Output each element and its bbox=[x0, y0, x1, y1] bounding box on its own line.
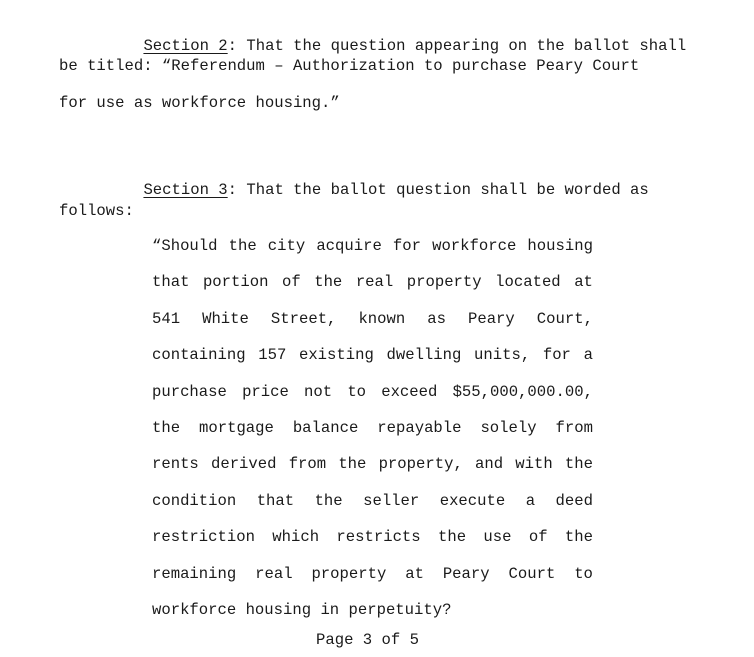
ballot-question-word: White bbox=[202, 309, 249, 328]
ballot-question-word: real bbox=[255, 564, 293, 583]
ballot-question-word: execute bbox=[439, 491, 506, 510]
ballot-question-word: Street, bbox=[270, 309, 337, 328]
ballot-question-word: which bbox=[272, 528, 320, 547]
ballot-question-word: at bbox=[405, 564, 424, 583]
ballot-question-word: the bbox=[228, 237, 257, 255]
ballot-question-word: the bbox=[314, 491, 343, 510]
page-number: Page 3 of 5 bbox=[316, 631, 419, 649]
ballot-question-word: the bbox=[314, 273, 343, 292]
ballot-question-line bbox=[152, 421, 593, 437]
ballot-question-word: property, bbox=[378, 455, 463, 474]
section-3-line1-text: : That the ballot question shall be worded as bbox=[227, 180, 649, 199]
ballot-question-word: of bbox=[281, 273, 301, 292]
ballot-question-word: deed bbox=[555, 491, 593, 510]
ballot-question-word: restricts bbox=[336, 528, 421, 547]
ballot-question-line bbox=[152, 275, 593, 291]
section-2-heading: Section 2 bbox=[143, 36, 228, 55]
ballot-question-line bbox=[152, 457, 593, 473]
ballot-question-line bbox=[152, 530, 593, 546]
section-3-line2: follows: bbox=[59, 202, 134, 220]
ballot-question-word: of bbox=[528, 528, 548, 547]
ballot-question-word: housing bbox=[527, 237, 593, 255]
ballot-question-word: repayable bbox=[377, 419, 462, 437]
ballot-question-word: workforce bbox=[432, 237, 517, 255]
ballot-question-word: with bbox=[515, 455, 553, 474]
section-3-heading: Section 3 bbox=[143, 180, 228, 199]
ballot-question-word: $55,000,000.00, bbox=[452, 382, 593, 401]
ballot-question-word: that bbox=[256, 491, 295, 510]
ballot-question-word: balance bbox=[292, 419, 359, 437]
ballot-question-word: containing bbox=[152, 346, 246, 365]
ballot-question-word: Court bbox=[508, 564, 556, 583]
ballot-question-line bbox=[152, 309, 593, 328]
ballot-question-word: solely bbox=[480, 419, 537, 437]
ballot-question-word: city bbox=[267, 237, 306, 255]
ballot-question-word: portion bbox=[202, 273, 269, 292]
ballot-question-word: and bbox=[475, 455, 504, 474]
ballot-question-word: not bbox=[304, 382, 333, 401]
ballot-question-word: restriction bbox=[152, 528, 255, 547]
ballot-question-line bbox=[152, 564, 593, 583]
ballot-question-word: remaining bbox=[152, 564, 237, 583]
ballot-question-word: the bbox=[564, 528, 593, 547]
ballot-question-word: use bbox=[483, 528, 512, 547]
section-3-first-line bbox=[106, 167, 649, 214]
ballot-question-line bbox=[152, 239, 593, 255]
ballot-question-word: the bbox=[564, 455, 593, 474]
ballot-question-word: existing bbox=[298, 346, 374, 365]
ballot-question-word: mortgage bbox=[199, 419, 274, 437]
ballot-question-word: Peary bbox=[467, 309, 515, 328]
ballot-question-word: the bbox=[152, 419, 181, 437]
section-2-line3: for use as workforce housing.” bbox=[59, 94, 340, 112]
ballot-question-line bbox=[152, 348, 593, 364]
ballot-question-word: derived bbox=[210, 455, 277, 474]
ballot-question-word: exceed bbox=[381, 382, 438, 401]
ballot-question-word: as bbox=[427, 309, 446, 328]
ballot-question-word: condition bbox=[152, 491, 237, 510]
ballot-question-word: acquire bbox=[316, 237, 382, 255]
ballot-question-word: the bbox=[338, 455, 367, 474]
ballot-question-word: known bbox=[358, 309, 406, 328]
ballot-question-word: Peary bbox=[442, 564, 490, 583]
ballot-question-word: seller bbox=[363, 491, 420, 510]
ballot-question-line bbox=[152, 491, 593, 510]
ballot-question-word: dwelling bbox=[386, 346, 462, 365]
ballot-question-word: a bbox=[525, 491, 536, 510]
ballot-question-word: the bbox=[438, 528, 467, 547]
ballot-question-word: Court, bbox=[536, 309, 593, 328]
ballot-question-word: located bbox=[495, 273, 561, 292]
ballot-question-line bbox=[152, 382, 593, 401]
ballot-question-word: from bbox=[555, 419, 593, 437]
ballot-question-word: purchase bbox=[152, 382, 227, 401]
ballot-question-word: real bbox=[355, 273, 394, 292]
ballot-question-last-line: workforce housing in perpetuity? bbox=[152, 601, 452, 619]
ballot-question-word: that bbox=[152, 273, 190, 292]
ballot-question-word: from bbox=[288, 455, 327, 474]
ballot-question-word: to bbox=[574, 564, 593, 583]
ballot-question-word: units, bbox=[474, 346, 531, 365]
section-2-line2: be titled: “Referendum – Authorization to purchase Peary Court bbox=[59, 57, 640, 75]
ballot-question-word: a bbox=[583, 346, 593, 365]
ballot-question-word: 541 bbox=[152, 309, 181, 328]
ballot-question-word: for bbox=[392, 237, 421, 255]
ballot-question-word: 157 bbox=[258, 346, 287, 365]
section-2-line1-text: : That the question appearing on the ballot shall bbox=[227, 36, 687, 55]
ballot-question-word: property bbox=[406, 273, 482, 292]
ballot-question-word: at bbox=[574, 273, 593, 292]
ballot-question-word: price bbox=[242, 382, 289, 401]
ballot-question-word: property bbox=[311, 564, 387, 583]
ballot-question-word: “Should bbox=[152, 237, 218, 255]
ballot-question-word: rents bbox=[152, 455, 199, 474]
ballot-question-word: to bbox=[347, 382, 367, 401]
ballot-question-word: for bbox=[542, 346, 571, 365]
